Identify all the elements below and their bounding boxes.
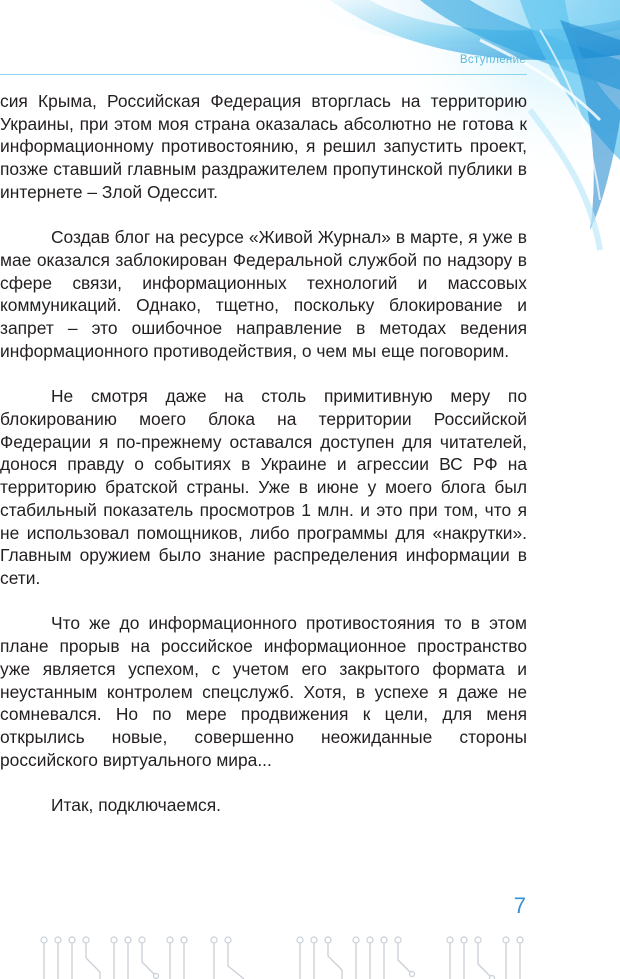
paragraph: Что же до информационного противостояния то в этом плане прорыв на российское информационное пространство уже является успехом, с учетом его закрытого формата и неустанным контролем спецслужб. Хотя, в успехе я даже не сомневался. Но по мере продвижения к цели, для меня открылись новые, совершенно неожиданные стороны российского виртуального мира... (0, 613, 527, 770)
decorative-circuit-pattern (0, 928, 620, 979)
paragraph: Создав блог на ресурсе «Живой Журнал» в марте, я уже в мае оказался заблокирован Федеральной службой по надзору в сфере связи, информационных технологий и массовых коммуникаций. Однако, тщетно, поскольку блокирование и запрет – это ошибочное направление в методах ведения информационного противодействия, о чем мы еще поговорим. (0, 227, 527, 361)
paragraph: сия Крыма, Российская Федерация вторглась на территорию Украины, при этом моя страна оказалась абсолютно не готова к информационному противостоянию, я решил запустить проект, позже ставший главным раздражителем пропутинской публики в интернете – Злой Одессит. (0, 91, 527, 202)
body-text (0, 90, 527, 840)
paragraph: Не смотря даже на столь примитивную меру по блокированию моего блока на территории Российской Федерации я по-прежнему оставался доступен для читателей, донося правду о событиях в Украине и агрессии ВС РФ на территорию братской страны. Уже в июне у моего блога был стабильный показатель просмотров 1 млн. и это при том, что я не использовал помощников, либо программы для «накрутки». Главным оружием было знание распределения информации в сети. (0, 386, 527, 588)
page-number: 7 (513, 893, 526, 918)
paragraph: Итак, подключаемся. (51, 795, 221, 816)
header-divider (0, 74, 527, 75)
section-label: Вступление (459, 54, 526, 66)
